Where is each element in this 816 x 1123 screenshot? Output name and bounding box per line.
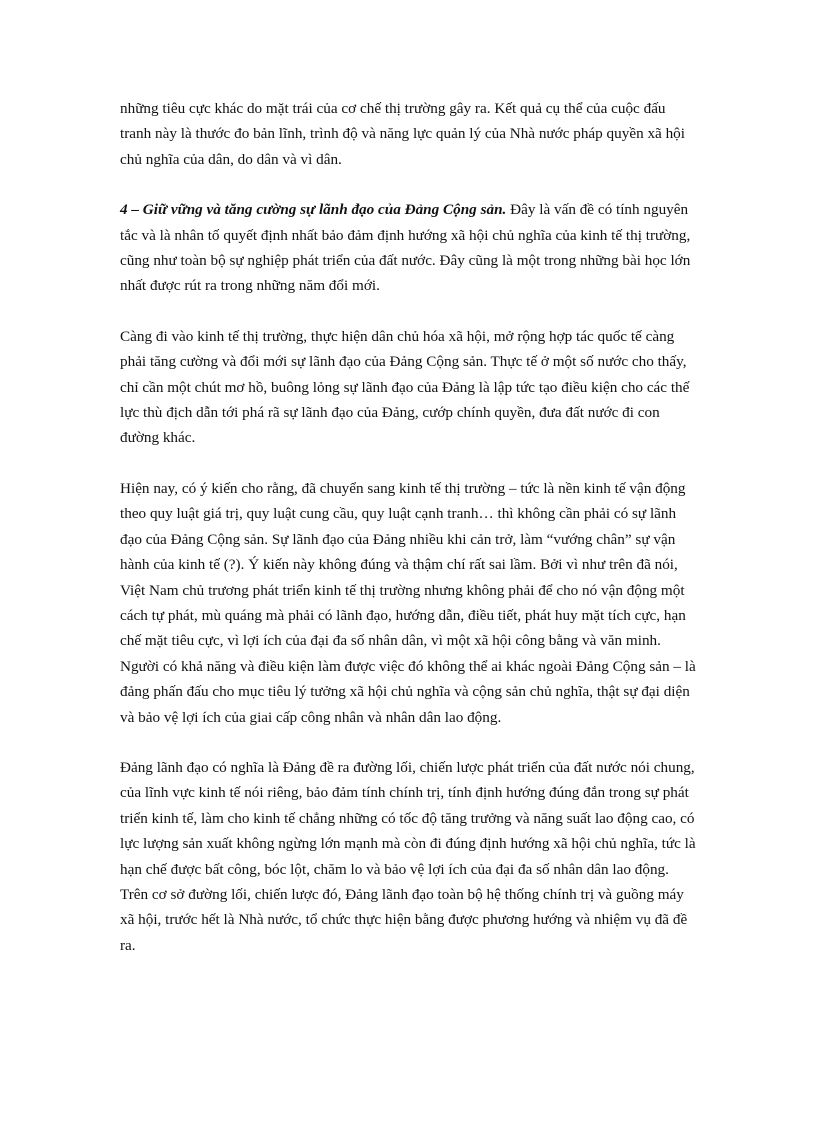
section-heading: 4 – Giữ vững và tăng cường sự lãnh đạo của Đảng Cộng sản.	[120, 201, 507, 219]
paragraph-3	[120, 324, 700, 451]
paragraph-1	[120, 96, 700, 172]
document-page	[120, 96, 700, 983]
paragraph-4	[120, 476, 700, 730]
paragraph-3-text: Càng đi vào kinh tế thị trường, thực hiện dân chủ hóa xã hội, mở rộng hợp tác quốc tế càng phải tăng cường và đổi mới sự lãnh đạo của Đảng Cộng sản. Thực tế ở một số nước cho thấy, chỉ cần một chút mơ hồ, buông lỏng sự lãnh đạo của Đảng là lập tức tạo điều kiện cho các thế lực thù địch dẫn tới phá rã sự lãnh đạo của Đảng, cướp chính quyền, đưa đất nước đi con đường khác.	[120, 327, 690, 447]
paragraph-1-text: những tiêu cực khác do mặt trái của cơ chế thị trường gây ra. Kết quả cụ thể của cuộc đấu tranh này là thước đo bản lĩnh, trình độ và năng lực quản lý của Nhà nước pháp quyền xã hội chủ nghĩa của dân, do dân và vì dân.	[120, 100, 686, 168]
paragraph-2	[120, 197, 700, 299]
paragraph-4-text: Hiện nay, có ý kiến cho rằng, đã chuyển sang kinh tế thị trường – tức là nền kinh tế vận động theo quy luật giá trị, quy luật cung cầu, quy luật cạnh tranh… thì không cần phải có sự lãnh đạo của Đảng Cộng sản. Sự lãnh đạo của Đảng nhiều khi cản trở, làm “vướng chân” sự vận hành của kinh tế (?). Ý kiến này không đúng và thậm chí rất sai lầm. Bởi vì như trên đã nói, Việt Nam chủ trương phát triển kinh tế thị trường nhưng không phải để cho nó vận động một cách tự phát, mù quáng mà phải có lãnh đạo, hướng dẫn, điều tiết, phát huy mặt tích cực, hạn chế mặt tiêu cực, vì lợi ích của đại đa số nhân dân, vì một xã hội công bằng và văn minh. Người có khả năng và điều kiện làm được việc đó không thể ai khác ngoài Đảng Cộng sản – là đảng phấn đấu cho mục tiêu lý tưởng xã hội chủ nghĩa và cộng sản chủ nghĩa, thật sự đại diện và bảo vệ lợi ích của giai cấp công nhân và nhân dân lao động.	[120, 479, 696, 726]
paragraph-5-text: Đảng lãnh đạo có nghĩa là Đảng đề ra đường lối, chiến lược phát triển của đất nước nói chung, của lĩnh vực kinh tế nói riêng, bảo đảm tính chính trị, tính định hướng đúng đắn trong sự phát triển kinh tế, làm cho kinh tế chẳng những có tốc độ tăng trưởng và năng suất lao động cao, có lực lượng sản xuất không ngừng lớn mạnh mà còn đi đúng định hướng xã hội chủ nghĩa, tức là hạn chế được bất công, bóc lột, chăm lo và bảo vệ lợi ích của đại đa số nhân dân lao động. Trên cơ sở đường lối, chiến lược đó, Đảng lãnh đạo toàn bộ hệ thống chính trị và guồng máy xã hội, trước hết là Nhà nước, tổ chức thực hiện bằng được phương hướng và nhiệm vụ đã đề ra.	[120, 758, 696, 954]
paragraph-2-text: Đây là vấn đề có tính nguyên tắc và là nhân tố quyết định nhất bảo đảm định hướng xã hội chủ nghĩa của kinh tế thị trường, cũng như toàn bộ sự nghiệp phát triển của đất nước. Đây cũng là một trong những bài học lớn nhất được rút ra trong những năm đổi mới.	[120, 201, 691, 295]
paragraph-5	[120, 755, 700, 958]
